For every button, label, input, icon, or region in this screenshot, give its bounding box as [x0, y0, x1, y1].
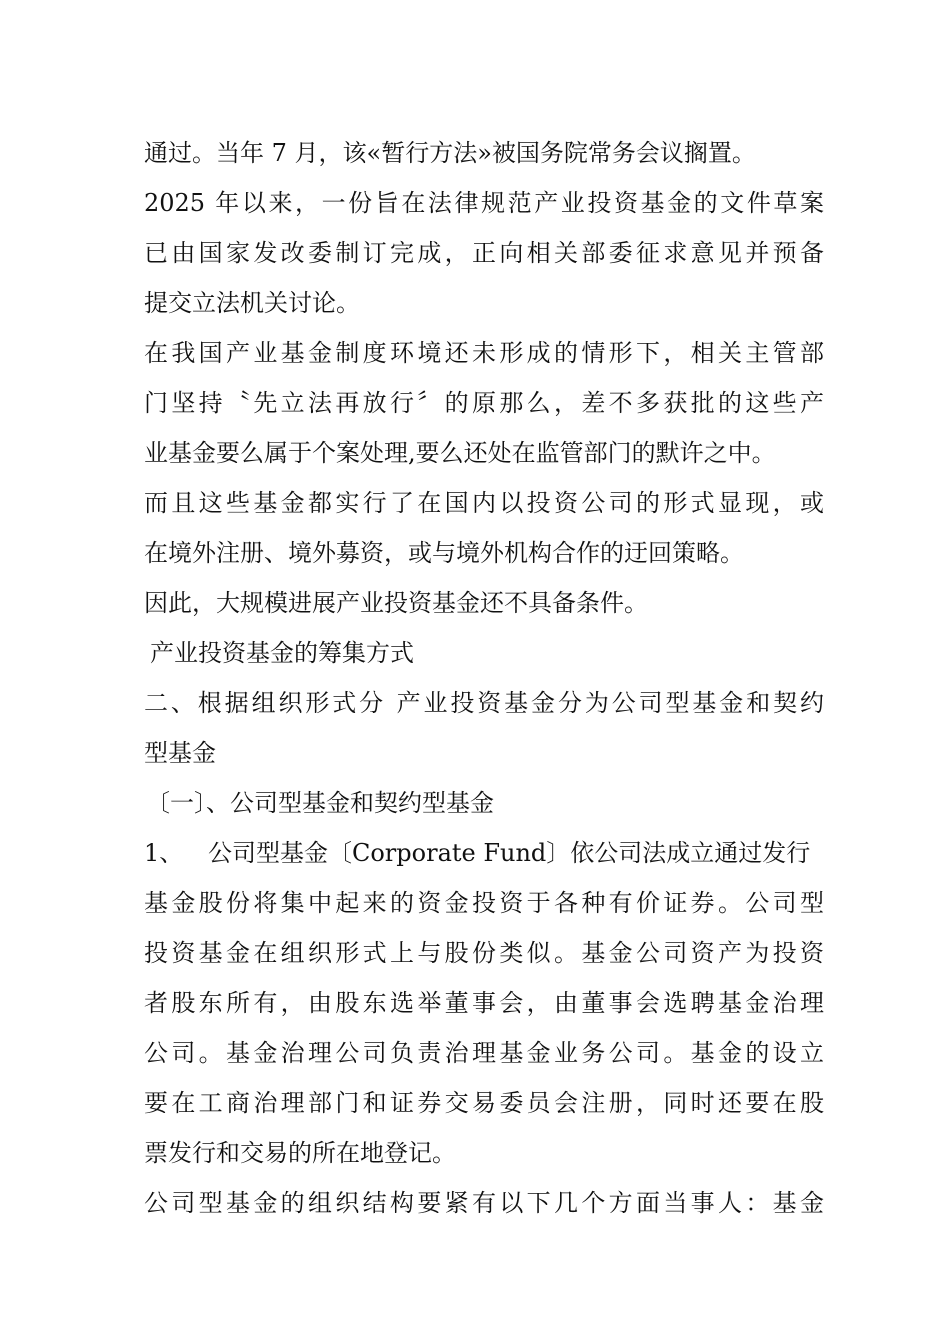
subsection-heading: 〔一〕、公司型基金和契约型基金 [146, 789, 494, 817]
paragraph-line: 投资基金在组织形式上与股份类似。基金公司资产为投资 [144, 939, 824, 967]
section-heading: 产业投资基金的筹集方式 [150, 639, 414, 667]
paragraph-line: 门坚持〝先立法再放行〞的原那么，差不多获批的这些产 [144, 389, 824, 417]
paragraph-line: 2025 年以来，一份旨在法律规范产业投资基金的文件草案 [144, 189, 824, 217]
paragraph-line: 基金股份将集中起来的资金投资于各种有价证券。公司型 [144, 889, 824, 917]
section-heading-line: 二、根据组织形式分 产业投资基金分为公司型基金和契约 [144, 689, 824, 717]
paragraph-line: 而且这些基金都实行了在国内以投资公司的形式显现，或 [144, 489, 824, 517]
document-body [144, 128, 824, 1228]
list-item-line [144, 828, 824, 878]
paragraph-line: 已由国家发改委制订完成，正向相关部委征求意见并预备 [144, 239, 824, 267]
paragraph-line: 通过。当年 7 月，该«暂行方法»被国务院常务会议搁置。 [144, 139, 756, 167]
paragraph-line: 公司。基金治理公司负责治理基金业务公司。基金的设立 [144, 1039, 824, 1067]
list-number: 1、 [144, 839, 184, 867]
paragraph-line: 票发行和交易的所在地登记。 [144, 1139, 456, 1167]
paragraph-line: 提交立法机关讨论。 [144, 289, 360, 317]
paragraph-line: 者股东所有，由股东选举董事会，由董事会选聘基金治理 [144, 989, 824, 1017]
paragraph-line: 要在工商治理部门和证券交易委员会注册，同时还要在股 [144, 1089, 824, 1117]
paragraph-line: 公司型基金的组织结构要紧有以下几个方面当事人：基金 [144, 1189, 824, 1217]
paragraph-line: 因此，大规模进展产业投资基金还不具备条件。 [144, 589, 648, 617]
section-heading-line: 型基金 [144, 739, 216, 767]
paragraph-line: 业基金要么属于个案处理,要么还处在监管部门的默许之中。 [144, 439, 776, 467]
paragraph-line: 在境外注册、境外募资，或与境外机构合作的迂回策略。 [144, 539, 744, 567]
paragraph-line: 在我国产业基金制度环境还未形成的情形下，相关主管部 [144, 339, 824, 367]
list-item-text: 公司型基金〔Corporate Fund〕依公司法成立通过发行 [208, 839, 811, 867]
